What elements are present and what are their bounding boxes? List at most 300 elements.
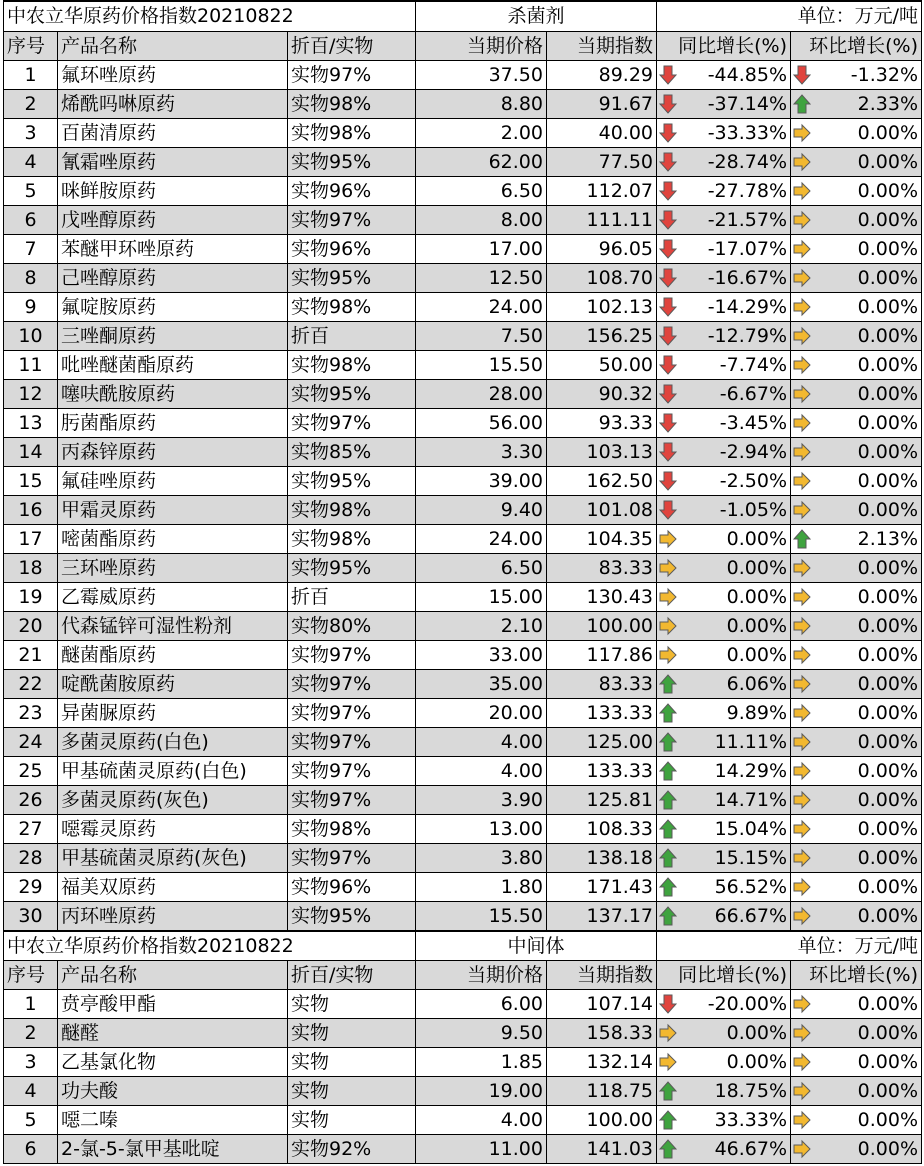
row-number: 29 xyxy=(4,872,58,901)
product-name: 2-氯-5-氯甲基吡啶 xyxy=(58,1135,288,1164)
mom-change xyxy=(791,785,922,814)
yoy-change-value: -1.05% xyxy=(719,498,788,521)
row-number: 20 xyxy=(4,611,58,640)
basis: 实物98% xyxy=(288,118,416,147)
yoy-change-value: -17.07% xyxy=(707,237,788,260)
column-header: 折百/实物 xyxy=(288,961,416,990)
yoy-change-value: -44.85% xyxy=(707,63,788,86)
product-name: 乙霉威原药 xyxy=(58,582,288,611)
arrow-up-icon xyxy=(659,906,677,926)
yoy-change-value: -14.29% xyxy=(707,295,788,318)
basis: 实物97% xyxy=(288,785,416,814)
mom-change xyxy=(791,176,922,205)
yoy-change-value: -12.79% xyxy=(707,324,788,347)
yoy-change xyxy=(657,205,791,234)
product-name: 己唑醇原药 xyxy=(58,263,288,292)
row-number: 3 xyxy=(4,1048,58,1077)
basis: 实物 xyxy=(288,990,416,1019)
arrow-down-icon xyxy=(793,65,811,85)
row-number: 27 xyxy=(4,814,58,843)
mom-change xyxy=(791,756,922,785)
basis: 实物96% xyxy=(288,176,416,205)
yoy-change xyxy=(657,176,791,205)
column-header: 当期价格 xyxy=(416,961,547,990)
table-row xyxy=(4,785,922,814)
arrow-down-icon xyxy=(659,994,677,1014)
row-number: 11 xyxy=(4,350,58,379)
yoy-change-value: 0.00% xyxy=(726,1051,788,1073)
current-index: 125.81 xyxy=(547,785,657,814)
arrow-down-icon xyxy=(659,500,677,520)
current-index: 77.50 xyxy=(547,147,657,176)
product-name: 噻呋酰胺原药 xyxy=(58,379,288,408)
table-row xyxy=(4,292,922,321)
product-name: 多菌灵原药(灰色) xyxy=(58,785,288,814)
table-row xyxy=(4,901,922,931)
arrow-right-icon xyxy=(793,1139,811,1159)
yoy-change-value: 0.00% xyxy=(726,556,788,579)
table-row xyxy=(4,60,922,89)
basis: 实物98% xyxy=(288,292,416,321)
basis: 实物97% xyxy=(288,698,416,727)
arrow-right-icon xyxy=(793,268,811,288)
product-name: 噁二嗪 xyxy=(58,1106,288,1135)
arrow-up-icon xyxy=(659,877,677,897)
yoy-change-value: 0.00% xyxy=(726,643,788,666)
arrow-down-icon xyxy=(659,94,677,114)
table-row xyxy=(4,234,922,263)
mom-change xyxy=(791,1077,922,1106)
product-name: 百菌清原药 xyxy=(58,118,288,147)
arrow-up-icon xyxy=(659,761,677,781)
arrow-right-icon xyxy=(793,297,811,317)
mom-change-value: 0.00% xyxy=(857,295,919,318)
row-number: 5 xyxy=(4,176,58,205)
current-index: 50.00 xyxy=(547,350,657,379)
table-row xyxy=(4,205,922,234)
arrow-right-icon xyxy=(793,1023,811,1043)
unit-label: 单位：万元/吨 xyxy=(657,1,922,31)
arrow-right-icon xyxy=(793,732,811,752)
current-price: 3.30 xyxy=(416,437,547,466)
mom-change xyxy=(791,872,922,901)
row-number: 12 xyxy=(4,379,58,408)
yoy-change xyxy=(657,1077,791,1106)
arrow-right-icon xyxy=(793,442,811,462)
mom-change-value: -1.32% xyxy=(850,63,919,86)
basis: 实物97% xyxy=(288,60,416,89)
column-header: 环比增长(%) xyxy=(791,31,922,60)
basis: 实物98% xyxy=(288,495,416,524)
column-header: 折百/实物 xyxy=(288,31,416,60)
current-price: 37.50 xyxy=(416,60,547,89)
row-number: 14 xyxy=(4,437,58,466)
table-row xyxy=(4,582,922,611)
mom-change-value: 0.00% xyxy=(857,121,919,144)
unit-label: 单位：万元/吨 xyxy=(657,931,922,961)
basis: 实物95% xyxy=(288,379,416,408)
mom-change xyxy=(791,698,922,727)
arrow-right-icon xyxy=(793,674,811,694)
basis: 实物98% xyxy=(288,524,416,553)
mom-change-value: 0.00% xyxy=(857,846,919,869)
basis: 实物96% xyxy=(288,872,416,901)
current-price: 4.00 xyxy=(416,1106,547,1135)
column-header: 产品名称 xyxy=(58,31,288,60)
current-price: 8.00 xyxy=(416,205,547,234)
table-row xyxy=(4,408,922,437)
yoy-change xyxy=(657,60,791,89)
mom-change-value: 0.00% xyxy=(857,1080,919,1102)
yoy-change xyxy=(657,1135,791,1164)
mom-change-value: 0.00% xyxy=(857,1051,919,1073)
row-number: 18 xyxy=(4,553,58,582)
row-number: 7 xyxy=(4,234,58,263)
basis: 实物97% xyxy=(288,669,416,698)
current-index: 107.14 xyxy=(547,990,657,1019)
current-index: 100.00 xyxy=(547,1106,657,1135)
basis: 实物 xyxy=(288,1019,416,1048)
row-number: 1 xyxy=(4,60,58,89)
basis: 实物97% xyxy=(288,408,416,437)
yoy-change-value: 0.00% xyxy=(726,527,788,550)
row-number: 22 xyxy=(4,669,58,698)
arrow-right-icon xyxy=(793,848,811,868)
yoy-change xyxy=(657,1019,791,1048)
yoy-change-value: 11.11% xyxy=(714,730,788,753)
mom-change-value: 0.00% xyxy=(857,1109,919,1131)
product-name: 甲基硫菌灵原药(白色) xyxy=(58,756,288,785)
product-name: 丙森锌原药 xyxy=(58,437,288,466)
arrow-right-icon xyxy=(659,645,677,665)
product-name: 嘧菌酯原药 xyxy=(58,524,288,553)
yoy-change-value: 0.00% xyxy=(726,585,788,608)
current-index: 96.05 xyxy=(547,234,657,263)
row-number: 13 xyxy=(4,408,58,437)
yoy-change xyxy=(657,990,791,1019)
yoy-change xyxy=(657,698,791,727)
mom-change-value: 0.00% xyxy=(857,353,919,376)
mom-change-value: 0.00% xyxy=(857,585,919,608)
mom-change-value: 0.00% xyxy=(857,759,919,782)
current-price: 15.50 xyxy=(416,350,547,379)
current-index: 156.25 xyxy=(547,321,657,350)
product-name: 丙环唑原药 xyxy=(58,901,288,931)
category-label: 杀菌剂 xyxy=(416,1,657,31)
current-price: 1.80 xyxy=(416,872,547,901)
basis: 实物 xyxy=(288,1077,416,1106)
arrow-right-icon xyxy=(793,616,811,636)
current-price: 56.00 xyxy=(416,408,547,437)
row-number: 3 xyxy=(4,118,58,147)
current-index: 133.33 xyxy=(547,698,657,727)
table-row xyxy=(4,756,922,785)
mom-change xyxy=(791,1048,922,1077)
yoy-change xyxy=(657,321,791,350)
yoy-change-value: 9.89% xyxy=(726,701,788,724)
product-name: 噁霉灵原药 xyxy=(58,814,288,843)
current-index: 158.33 xyxy=(547,1019,657,1048)
basis: 实物95% xyxy=(288,263,416,292)
yoy-change xyxy=(657,147,791,176)
mom-change-value: 0.00% xyxy=(857,904,919,927)
current-price: 12.50 xyxy=(416,263,547,292)
current-index: 83.33 xyxy=(547,553,657,582)
current-index: 83.33 xyxy=(547,669,657,698)
basis: 实物97% xyxy=(288,843,416,872)
mom-change xyxy=(791,205,922,234)
current-index: 91.67 xyxy=(547,89,657,118)
row-number: 28 xyxy=(4,843,58,872)
row-number: 2 xyxy=(4,1019,58,1048)
arrow-right-icon xyxy=(659,587,677,607)
yoy-change xyxy=(657,901,791,931)
row-number: 30 xyxy=(4,901,58,931)
current-index: 102.13 xyxy=(547,292,657,321)
column-header: 序号 xyxy=(4,31,58,60)
yoy-change-value: -37.14% xyxy=(707,92,788,115)
current-price: 28.00 xyxy=(416,379,547,408)
basis: 实物97% xyxy=(288,756,416,785)
table-row xyxy=(4,176,922,205)
arrow-up-icon xyxy=(659,848,677,868)
current-price: 24.00 xyxy=(416,524,547,553)
arrow-right-icon xyxy=(659,558,677,578)
yoy-change xyxy=(657,1048,791,1077)
product-name: 多菌灵原药(白色) xyxy=(58,727,288,756)
arrow-right-icon xyxy=(793,703,811,723)
column-header: 当期价格 xyxy=(416,31,547,60)
current-index: 111.11 xyxy=(547,205,657,234)
yoy-change-value: -21.57% xyxy=(707,208,788,231)
basis: 实物 xyxy=(288,1048,416,1077)
table-row xyxy=(4,640,922,669)
yoy-change xyxy=(657,611,791,640)
mom-change xyxy=(791,147,922,176)
table-row xyxy=(4,350,922,379)
current-price: 7.50 xyxy=(416,321,547,350)
yoy-change xyxy=(657,263,791,292)
yoy-change-value: 14.71% xyxy=(714,788,788,811)
yoy-change-value: 6.06% xyxy=(726,672,788,695)
mom-change xyxy=(791,89,922,118)
yoy-change xyxy=(657,640,791,669)
mom-change xyxy=(791,466,922,495)
table-row xyxy=(4,263,922,292)
mom-change xyxy=(791,524,922,553)
mom-change-value: 0.00% xyxy=(857,875,919,898)
mom-change xyxy=(791,611,922,640)
current-index: 125.00 xyxy=(547,727,657,756)
product-name: 福美双原药 xyxy=(58,872,288,901)
yoy-change xyxy=(657,89,791,118)
column-header: 当期指数 xyxy=(547,961,657,990)
arrow-right-icon xyxy=(793,558,811,578)
table-row xyxy=(4,1048,922,1077)
table-row xyxy=(4,147,922,176)
current-index: 118.75 xyxy=(547,1077,657,1106)
current-index: 108.33 xyxy=(547,814,657,843)
mom-change-value: 0.00% xyxy=(857,1138,919,1160)
arrow-down-icon xyxy=(659,326,677,346)
table-row xyxy=(4,1135,922,1164)
column-header: 同比增长(%) xyxy=(657,961,791,990)
table-row xyxy=(4,466,922,495)
column-header: 产品名称 xyxy=(58,961,288,990)
mom-change-value: 0.00% xyxy=(857,324,919,347)
yoy-change-value: 46.67% xyxy=(714,1138,788,1160)
current-index: 162.50 xyxy=(547,466,657,495)
arrow-down-icon xyxy=(659,152,677,172)
yoy-change-value: 56.52% xyxy=(714,875,788,898)
product-name: 三唑酮原药 xyxy=(58,321,288,350)
table-title-row xyxy=(4,931,922,961)
arrow-right-icon xyxy=(659,1023,677,1043)
table-row xyxy=(4,379,922,408)
yoy-change-value: -27.78% xyxy=(707,179,788,202)
current-price: 3.80 xyxy=(416,843,547,872)
column-header: 环比增长(%) xyxy=(791,961,922,990)
arrow-right-icon xyxy=(793,471,811,491)
mom-change xyxy=(791,640,922,669)
yoy-change xyxy=(657,118,791,147)
mom-change-value: 0.00% xyxy=(857,469,919,492)
product-name: 贲亭酸甲酯 xyxy=(58,990,288,1019)
arrow-right-icon xyxy=(793,877,811,897)
yoy-change-value: 18.75% xyxy=(714,1080,788,1102)
yoy-change xyxy=(657,466,791,495)
mom-change xyxy=(791,350,922,379)
current-index: 108.70 xyxy=(547,263,657,292)
yoy-change xyxy=(657,437,791,466)
current-index: 138.18 xyxy=(547,843,657,872)
mom-change-value: 2.13% xyxy=(857,527,919,550)
product-name: 氟环唑原药 xyxy=(58,60,288,89)
product-name: 咪鲜胺原药 xyxy=(58,176,288,205)
basis: 实物97% xyxy=(288,205,416,234)
mom-change xyxy=(791,321,922,350)
product-name: 醚醛 xyxy=(58,1019,288,1048)
mom-change xyxy=(791,1106,922,1135)
arrow-up-icon xyxy=(659,790,677,810)
mom-change-value: 0.00% xyxy=(857,614,919,637)
current-price: 11.00 xyxy=(416,1135,547,1164)
mom-change xyxy=(791,495,922,524)
product-name: 戊唑醇原药 xyxy=(58,205,288,234)
current-price: 3.90 xyxy=(416,785,547,814)
column-header: 序号 xyxy=(4,961,58,990)
mom-change-value: 0.00% xyxy=(857,701,919,724)
arrow-right-icon xyxy=(793,181,811,201)
yoy-change-value: 15.04% xyxy=(714,817,788,840)
row-number: 16 xyxy=(4,495,58,524)
table-row xyxy=(4,553,922,582)
row-number: 15 xyxy=(4,466,58,495)
yoy-change-value: -2.94% xyxy=(719,440,788,463)
current-index: 89.29 xyxy=(547,60,657,89)
mom-change xyxy=(791,234,922,263)
current-price: 17.00 xyxy=(416,234,547,263)
product-name: 功夫酸 xyxy=(58,1077,288,1106)
arrow-right-icon xyxy=(793,500,811,520)
product-name: 代森锰锌可湿性粉剂 xyxy=(58,611,288,640)
mom-change-value: 0.00% xyxy=(857,1022,919,1044)
arrow-right-icon xyxy=(793,587,811,607)
current-index: 117.86 xyxy=(547,640,657,669)
mom-change xyxy=(791,379,922,408)
table-row xyxy=(4,437,922,466)
table-title: 中农立华原药价格指数20210822 xyxy=(4,1,416,31)
basis: 实物98% xyxy=(288,814,416,843)
basis: 实物95% xyxy=(288,553,416,582)
current-price: 4.00 xyxy=(416,756,547,785)
current-price: 15.00 xyxy=(416,582,547,611)
table-row xyxy=(4,321,922,350)
mom-change xyxy=(791,263,922,292)
mom-change xyxy=(791,553,922,582)
column-header: 当期指数 xyxy=(547,31,657,60)
current-index: 101.08 xyxy=(547,495,657,524)
current-index: 104.35 xyxy=(547,524,657,553)
yoy-change xyxy=(657,843,791,872)
product-name: 肟菌酯原药 xyxy=(58,408,288,437)
basis: 折百 xyxy=(288,321,416,350)
mom-change-value: 0.00% xyxy=(857,993,919,1015)
mom-change-value: 0.00% xyxy=(857,440,919,463)
table-body xyxy=(4,1,922,1164)
arrow-right-icon xyxy=(793,994,811,1014)
arrow-down-icon xyxy=(659,355,677,375)
mom-change-value: 0.00% xyxy=(857,730,919,753)
yoy-change xyxy=(657,872,791,901)
mom-change-value: 0.00% xyxy=(857,382,919,405)
basis: 折百 xyxy=(288,582,416,611)
current-index: 137.17 xyxy=(547,901,657,931)
arrow-right-icon xyxy=(659,1052,677,1072)
current-index: 171.43 xyxy=(547,872,657,901)
mom-change xyxy=(791,990,922,1019)
product-name: 苯醚甲环唑原药 xyxy=(58,234,288,263)
row-number: 23 xyxy=(4,698,58,727)
arrow-down-icon xyxy=(659,471,677,491)
current-price: 2.10 xyxy=(416,611,547,640)
mom-change xyxy=(791,582,922,611)
basis: 实物 xyxy=(288,1106,416,1135)
table-title-row xyxy=(4,1,922,31)
product-name: 烯酰吗啉原药 xyxy=(58,89,288,118)
mom-change xyxy=(791,118,922,147)
mom-change xyxy=(791,437,922,466)
arrow-right-icon xyxy=(793,355,811,375)
row-number: 6 xyxy=(4,1135,58,1164)
current-price: 6.00 xyxy=(416,990,547,1019)
yoy-change xyxy=(657,553,791,582)
table-title: 中农立华原药价格指数20210822 xyxy=(4,931,416,961)
yoy-change-value: -7.74% xyxy=(719,353,788,376)
row-number: 4 xyxy=(4,1077,58,1106)
yoy-change-value: 14.29% xyxy=(714,759,788,782)
arrow-right-icon xyxy=(793,819,811,839)
arrow-right-icon xyxy=(793,645,811,665)
arrow-right-icon xyxy=(793,1081,811,1101)
yoy-change-value: -28.74% xyxy=(707,150,788,173)
row-number: 2 xyxy=(4,89,58,118)
arrow-up-icon xyxy=(659,703,677,723)
yoy-change xyxy=(657,234,791,263)
arrow-right-icon xyxy=(793,413,811,433)
table-row xyxy=(4,495,922,524)
table-row xyxy=(4,89,922,118)
